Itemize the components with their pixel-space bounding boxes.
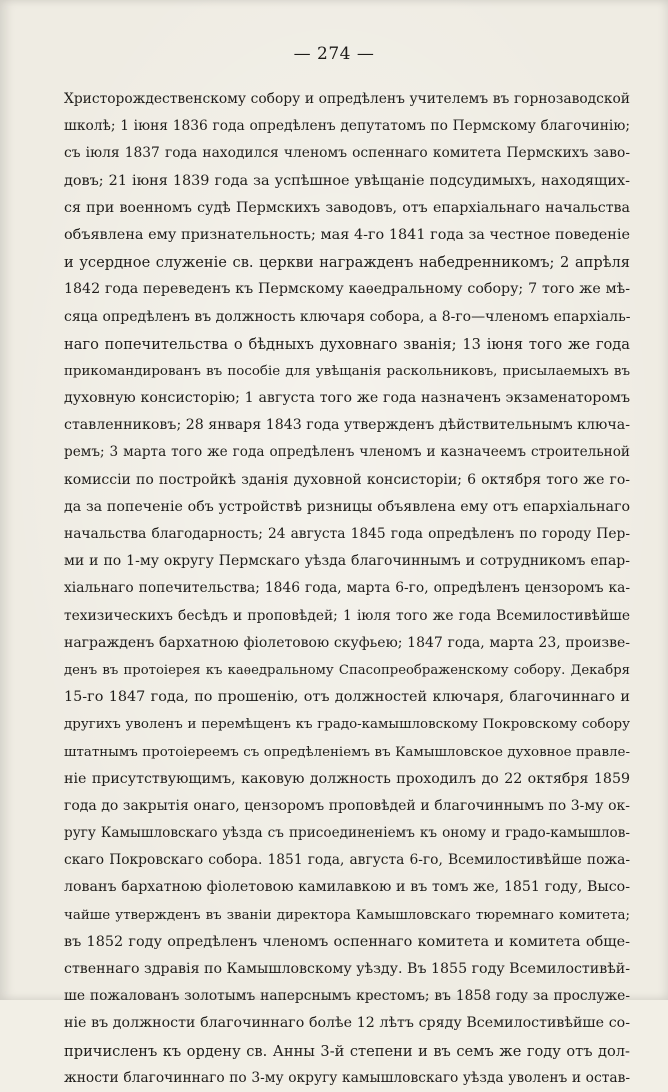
text-line: ругу Камышловскаго уѣзда съ присоединеніемъ къ оному и градо-камышлов- [64,825,630,842]
text-line: школѣ; 1 іюня 1836 года опредѣленъ депутатомъ по Пермскому благочинію; [64,118,630,135]
text-line: и усердное служеніе св. церкви награжденъ набедренникомъ; 2 апрѣля [64,254,630,272]
text-line: денъ въ протоіерея къ каѳедральному Спасопреображенскому собору. Декабря [64,662,630,678]
text-line: прикомандированъ въ пособіе для увѣщанія раскольниковъ, присылаемыхъ въ [64,363,630,379]
body-text [64,86,630,1092]
text-line: ственнаго здравія по Камышловскому уѣзду. Въ 1855 году Всемилостивѣй- [64,961,630,977]
text-line: ставленниковъ; 28 января 1843 года утвержденъ дѣйствительнымъ ключа- [64,417,630,434]
text-line: ся при военномъ судѣ Пермскихъ заводовъ, отъ епархіальнаго начальства [64,199,630,216]
text-line: начальства благодарность; 24 августа 1845 года опредѣленъ по городу Пер- [64,526,630,542]
text-line: въ 1852 году опредѣленъ членомъ оспеннаго комитета и комитета обще- [64,933,630,950]
text-line: лованъ бархатною фіолетовою камилавкою и въ томъ же, 1851 году, Высо- [64,879,630,896]
text-line: довъ; 21 іюня 1839 года за успѣшное увѣщаніе подсудимыхъ, находящих- [64,172,630,189]
text-line: техизическихъ бесѣдъ и проповѣдей; 1 іюля того же года Всемилостивѣйше [64,607,630,624]
text-line: причисленъ къ ордену св. Анны 3-й степени и въ семъ же году отъ дол- [64,1042,630,1060]
text-line: награжденъ бархатною фіолетовою скуфьею; 1847 года, марта 23, произве- [64,634,630,651]
text-line: ше пожалованъ золотымъ наперснымъ крестомъ; въ 1858 году за прослуже- [64,988,630,1005]
text-line: ми и по 1-му округу Пермскаго уѣзда благочиннымъ и сотрудникомъ епар- [64,553,630,570]
text-line: объявлена ему признательность; мая 4-го 1841 года за честное поведеніе [64,226,630,243]
text-line: комиссіи по постройкѣ зданія духовной консисторіи; 6 октября того же го- [64,471,630,488]
text-line: скаго Покровскаго собора. 1851 года, августа 6-го, Всемилостивѣйше пожа- [64,852,630,869]
text-line: наго попечительства о бѣдныхъ духовнаго званія; 13 іюня того же года [64,335,630,353]
text-line: сяца опредѣленъ въ должность ключаря собора, а 8-го—членомъ епархіаль- [64,308,630,325]
text-line: жности благочиннаго по 3-му округу камышловскаго уѣзда уволенъ и остав- [64,1069,630,1086]
text-line: Христорождественскому собору и опредѣленъ учителемъ въ горнозаводской [64,91,630,107]
text-line: чайше утвержденъ въ званіи директора Камышловскаго тюремнаго комитета; [64,907,630,923]
text-line: съ іюля 1837 года находился членомъ оспеннаго комитета Пермскихъ заво- [64,145,630,162]
text-line: хіальнаго попечительства; 1846 года, марта 6-го, опредѣленъ цензоромъ ка- [64,580,630,597]
text-line: да за попеченіе объ устройствѣ ризницы объявлена ему отъ епархіальнаго [64,498,630,515]
text-line: года до закрытія онаго, цензоромъ проповѣдей и благочиннымъ по 3-му ок- [64,797,630,814]
text-line: 1842 года переведенъ къ Пермскому каѳедральному собору; 7 того же мѣ- [64,281,630,298]
text-line: ніе присутствующимъ, каковую должность проходилъ до 22 октября 1859 [64,770,630,787]
text-line: духовную консисторію; 1 августа того же года назначенъ экзаменаторомъ [64,390,630,407]
text-line: штатнымъ протоіереемъ съ опредѣленіемъ въ Камышловское духовное правле- [64,744,630,760]
text-line: ніе въ должности благочиннаго болѣе 12 лѣтъ сряду Всемилостивѣйше со- [64,1015,630,1032]
text-line: ремъ; 3 марта того же года опредѣленъ членомъ и казначеемъ строительной [64,444,630,461]
text-line: другихъ уволенъ и перемѣщенъ къ градо-камышловскому Покровскому собору [64,717,630,733]
page-number: — 274 — [293,44,375,64]
text-line: 15-го 1847 года, по прошенію, отъ должностей ключаря, благочиннаго и [64,689,630,706]
